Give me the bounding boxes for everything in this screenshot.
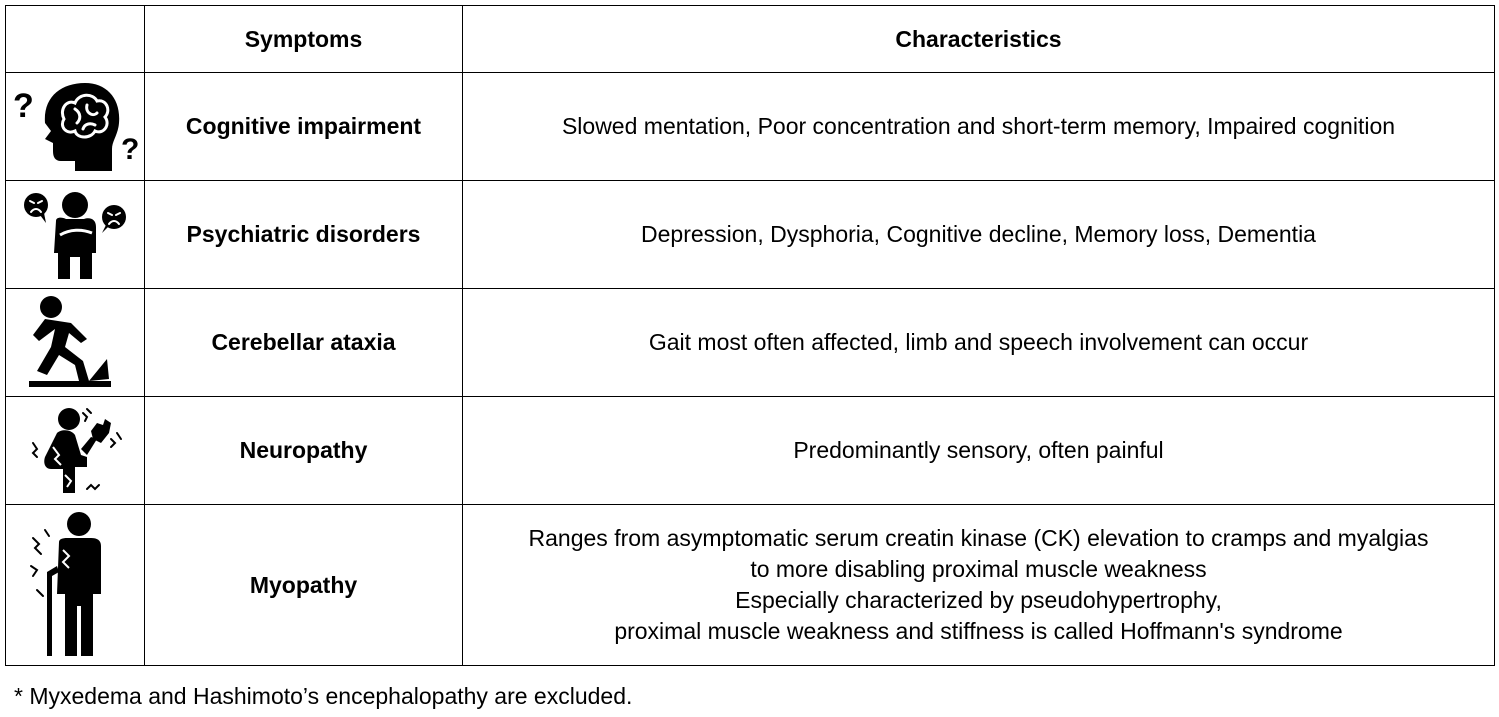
symptom-characteristics (463, 397, 1495, 505)
symptom-name: Cognitive impairment (145, 73, 463, 181)
table-header-row (6, 6, 1495, 73)
characteristic-line: Depression, Dysphoria, Cognitive decline, Memory loss, Dementia (641, 221, 1316, 247)
characteristic-line: Especially characterized by pseudohypertrophy, (735, 587, 1222, 613)
icon-cell (6, 181, 145, 289)
table-row (6, 289, 1495, 397)
icon-cell (6, 73, 145, 181)
footnote: * Myxedema and Hashimoto’s encephalopathy are excluded. (14, 683, 633, 709)
icon-cell (6, 397, 145, 505)
symptom-characteristics (463, 73, 1495, 181)
stumbling-person-icon (25, 295, 125, 391)
table-row (6, 73, 1495, 181)
header-icon-cell (6, 6, 145, 73)
symptoms-table (5, 5, 1495, 666)
characteristic-line: Gait most often affected, limb and speech involvement can occur (648, 329, 1309, 355)
characteristic-line: Slowed mentation, Poor concentration and short-term memory, Impaired cognition (561, 113, 1396, 139)
characteristic-line: to more disabling proximal muscle weakness (750, 556, 1207, 582)
head-brain-question-icon (9, 79, 141, 175)
icon-cell (6, 289, 145, 397)
pain-sitting-person-icon (25, 403, 125, 499)
symptom-characteristics (463, 505, 1495, 666)
symptom-characteristics (463, 181, 1495, 289)
header-characteristics: Characteristics (463, 6, 1495, 73)
characteristic-line: Predominantly sensory, often painful (793, 437, 1164, 463)
sad-person-icon (20, 187, 130, 283)
table-row (6, 181, 1495, 289)
person-with-cane-icon (25, 510, 125, 660)
symptom-name: Neuropathy (145, 397, 463, 505)
symptom-characteristics (463, 289, 1495, 397)
header-symptoms: Symptoms (145, 6, 463, 73)
symptom-name: Cerebellar ataxia (145, 289, 463, 397)
symptom-name: Myopathy (145, 505, 463, 666)
svg-text:?: ? (121, 132, 140, 166)
table-row (6, 397, 1495, 505)
table-row (6, 505, 1495, 666)
characteristic-line: Ranges from asymptomatic serum creatin kinase (CK) elevation to cramps and myalgias (528, 525, 1429, 551)
icon-cell (6, 505, 145, 666)
symptom-name: Psychiatric disorders (145, 181, 463, 289)
characteristic-line: proximal muscle weakness and stiffness is called Hoffmann's syndrome (614, 618, 1343, 644)
svg-text:?: ? (13, 86, 34, 125)
